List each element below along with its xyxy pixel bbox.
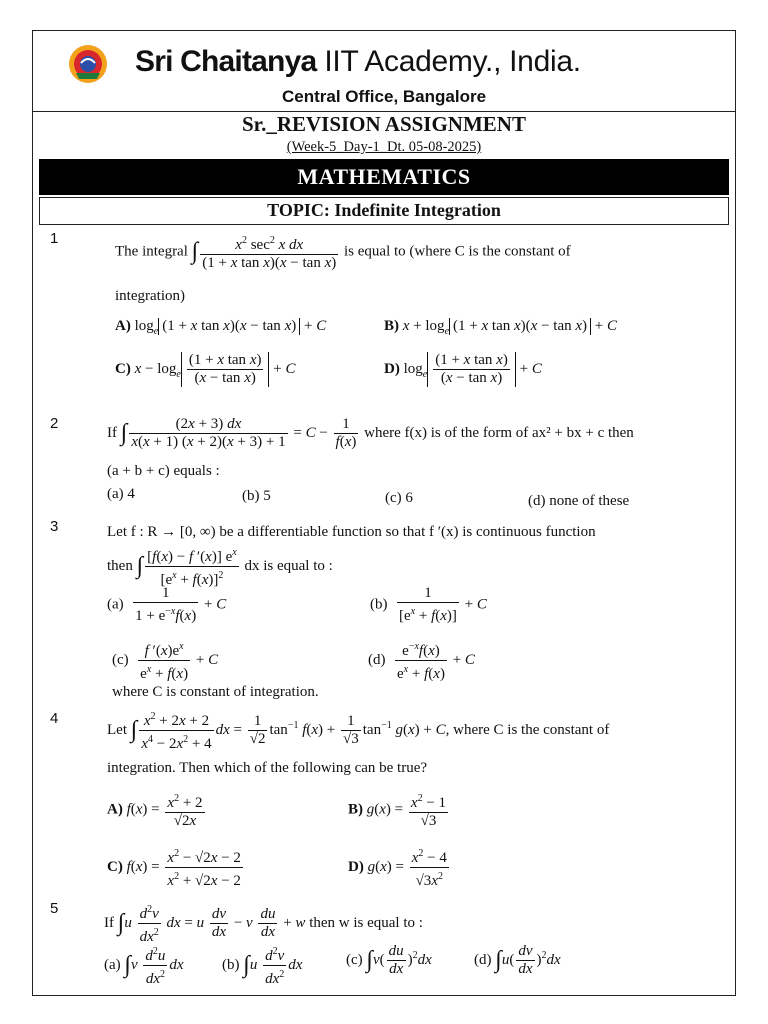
question-1-option-b: B) $x + \log_e (1 + x$ tan x)(x − tan x) + C: [384, 318, 618, 337]
question-2-option-d: (d) none of these: [528, 493, 630, 509]
question-2-option-c: (c) 6: [385, 490, 413, 506]
question-number: 3: [50, 518, 59, 535]
question-3-stem-line2: then ∫ $\frac{[f(x) - f '(x)] e^x}{[e^x + f(x)]^2}$ dx is equal to :: [107, 544, 333, 589]
question-5-option-c: (c) ∫v( $\frac{du}{dx}$ )$^2$dx: [346, 943, 432, 977]
topic-title: TOPIC: Indefinite Integration: [39, 197, 729, 225]
question-3-option-a: (a) $\frac{1}{1 + e^{-x}f(x)}$ + C: [107, 585, 227, 624]
question-2-option-a: (a) 4: [107, 486, 135, 502]
question-2-stem: If ∫ $\frac{(2x + 3) dx}{x(x + 1) (x + 2)(x + 3) + 1}$ = C − $\frac{1}{f(x)}$ where f(x) is of the form of ax² + bx + c then: [107, 416, 634, 450]
question-number: 4: [50, 710, 59, 727]
question-1-stem-line2: integration): [115, 288, 185, 304]
question-4-stem: Let ∫ $\frac{x^2 + 2x + 2}{x^4 - 2x^2 + 4}$ dx = $\frac{1}{√2}$ $\tan^{-1} f(x)$ + $\frac{1}{√3}$ $\tan^{-1} g(x) + C$, where C is the constant of: [107, 708, 609, 753]
question-number: 2: [50, 415, 59, 432]
header: [33, 31, 735, 112]
question-number: 1: [50, 230, 59, 247]
question-3-option-b: (b) $\frac{1}{[e^x + f(x)]}$ + C: [370, 585, 487, 624]
question-3-note: where C is constant of integration.: [112, 684, 319, 700]
question-4-stem-line2: integration. Then which of the following can be true?: [107, 760, 428, 776]
question-5-stem: If ∫u $\frac{d^2v}{dx^2}$ dx = u $\frac{dv}{dx}$ − v $\frac{du}{dx}$ + w then w is equal to :: [104, 901, 423, 946]
question-2-stem-line2: (a + b + c) equals :: [107, 463, 220, 479]
question-1-option-c: C) $x - \log_e$ $\frac{\text{(1 + x tan x)}}{\text{(x − tan x)}}$ + C: [115, 352, 296, 386]
question-5-option-d: (d) ∫u( $\frac{dv}{dx}$ )$^2$dx: [474, 943, 561, 977]
brand-name: Sri Chaitanya IIT Academy., India.: [135, 45, 581, 78]
office-name: Central Office, Bangalore: [281, 87, 487, 106]
assignment-title: Sr._REVISION ASSIGNMENT: [242, 112, 526, 136]
question-4-option-b: B) g(x) = $\frac{x^2 - 1}{√3}$: [348, 790, 450, 830]
question-3-option-c: (c) $\frac{f '(x)e^x}{e^x + f(x)}$ + C: [112, 638, 218, 683]
question-2-option-b: (b) 5: [242, 488, 271, 504]
subject-banner: MATHEMATICS: [39, 159, 729, 195]
question-number: 5: [50, 900, 59, 917]
question-5-option-b: (b) ∫u $\frac{d^2v}{dx^2}$ dx: [222, 943, 302, 988]
question-4-option-d: D) g(x) = $\frac{x^2 - 4}{√3x^2}$: [348, 845, 451, 890]
question-5-option-a: (a) ∫v $\frac{d^2u}{dx^2}$ dx: [104, 943, 184, 988]
question-4-option-c: C) f(x) = $\frac{x^2 - √2x - 2}{x^2 + √2x - 2}$: [107, 845, 245, 890]
question-3-stem: Let f : R → [0, ∞) be a differentiable function so that f ′(x) is continuous function: [107, 524, 596, 540]
question-3-option-d: (d) $\frac{e^{-x}f(x)}{e^x + f(x)}$ + C: [368, 638, 475, 683]
week-date: (Week-5_Day-1_Dt. 05-08-2025): [286, 139, 482, 155]
question-1-option-a: A) $\log_e (1 + x$ tan x)(x − tan x) + C: [115, 318, 327, 337]
question-1-stem: The integral ∫ $x^2$ $\sec^2 x$ dx (1 + x tan x)(x − tan x) is equal to (where C is the constant of: [115, 232, 571, 272]
academy-logo-icon: [67, 43, 109, 85]
question-1-option-d: D) $\log_e$ $\frac{\text{(1 + x tan x)}}{\text{(x − tan x)}}$ + C: [384, 352, 542, 386]
question-4-option-a: A) f(x) = $\frac{x^2 + 2}{√2x}$: [107, 790, 207, 830]
